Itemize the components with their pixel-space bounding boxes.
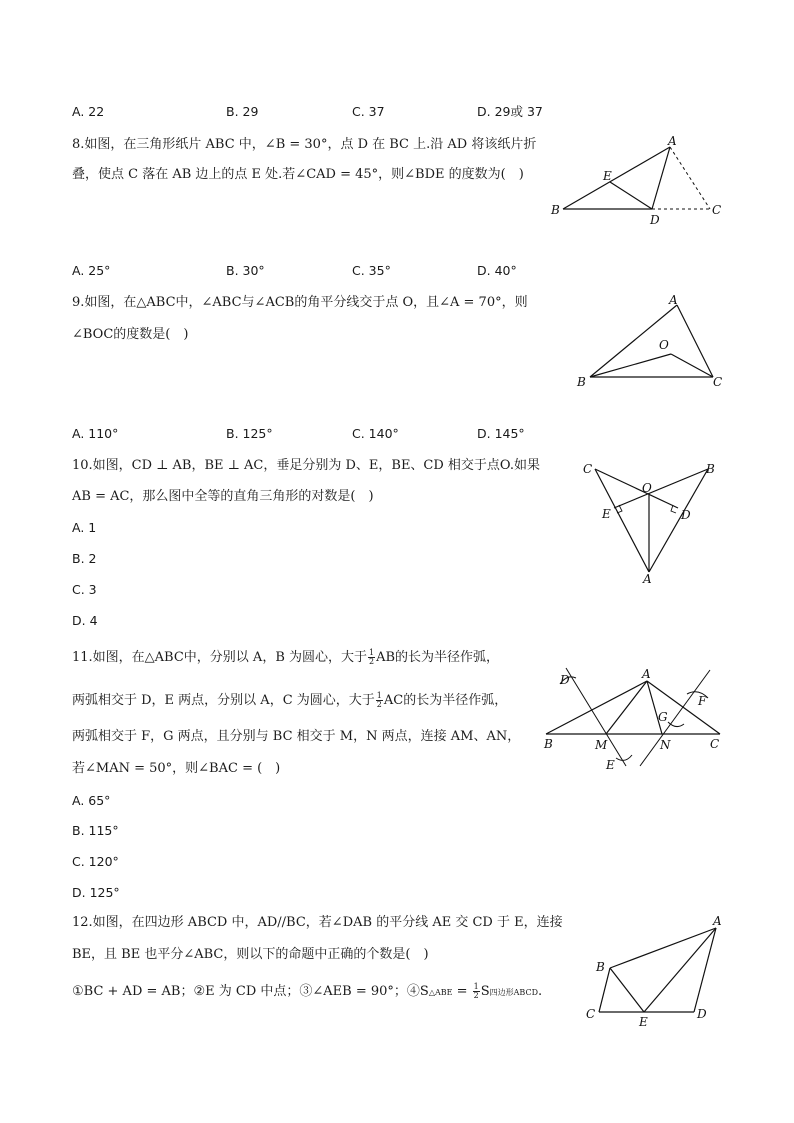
q11-option-c: C. 120° <box>72 854 119 869</box>
q8-stem-line1: 8.如图，在三角形纸片 ABC 中，∠B = 30°，点 D 在 BC 上.沿 AD 将该纸片折 <box>72 137 537 152</box>
q12-label-c: C <box>586 1007 596 1021</box>
q7-option-c: C. 37 <box>352 104 385 119</box>
q9-label-c: C <box>713 375 723 389</box>
q12-stem-line1: 12.如图，在四边形 ABCD 中，AD//BC，若∠DAB 的平分线 AE 交 CD 于 E，连接 <box>72 915 563 930</box>
q12-s: S <box>480 984 490 999</box>
q11-stem-line4: 若∠MAN = 50°，则∠BAC = ( ) <box>72 761 281 776</box>
q9-stem-line1: 9.如图，在△ABC中，∠ABC与∠ACB的角平分线交于点 O，且∠A = 70°，则 <box>72 295 528 310</box>
q11-line1-start: 11.如图，在△ABC中，分别以 A，B 为圆心，大于 <box>72 650 368 665</box>
q10-option-c: C. 3 <box>72 582 97 597</box>
q8-option-d: D. 40° <box>477 263 517 278</box>
q11-label-a: A <box>642 667 651 681</box>
q11-label-f: F <box>698 694 707 708</box>
q10-label-e: E <box>602 507 611 521</box>
q9-label-o: O <box>659 338 669 352</box>
q12-label-a: A <box>713 914 722 928</box>
q9-figure <box>570 292 740 392</box>
q10-label-d: D <box>681 508 691 522</box>
q12-fraction-half: $\frac{1}{2}$ <box>473 982 479 1000</box>
q10-label-a: A <box>643 572 652 586</box>
q8-option-b: B. 30° <box>226 263 265 278</box>
q11-label-c: C <box>710 737 720 751</box>
q11-line2-start: 两弧相交于 D，E 两点，分别以 A，C 为圆心，大于 <box>72 693 375 708</box>
q11-stem-line2 <box>72 692 507 710</box>
q12-sub-quadrilateral: 四边形ABCD <box>489 988 538 997</box>
q8-option-a: A. 25° <box>72 263 111 278</box>
q10-option-b: B. 2 <box>72 551 97 566</box>
q12-stem-line2: BE，且 BE 也平分∠ABC，则以下的命题中正确的个数是( ) <box>72 947 429 962</box>
q10-label-b: B <box>706 462 715 476</box>
q12-line3-end: . <box>537 984 543 999</box>
q9-option-b: B. 125° <box>226 426 273 441</box>
q12-line3-start: ①BC + AD = AB；②E 为 CD 中点；③∠AEB = 90°；④S <box>72 984 429 999</box>
q9-label-b: B <box>577 375 586 389</box>
q10-stem-line1: 10.如图，CD ⊥ AB，BE ⊥ AC，垂足分别为 D、E，BE、CD 相交于点O.如果 <box>72 458 540 473</box>
q11-fraction-half-2: $\frac{1}{2}$ <box>376 691 382 709</box>
q10-label-o: O <box>642 481 652 495</box>
q11-label-d: D <box>560 673 570 687</box>
q11-line2-end: AC的长为半径作弧， <box>383 693 508 708</box>
q11-fraction-half-1: $\frac{1}{2}$ <box>369 648 375 666</box>
q10-option-a: A. 1 <box>72 520 97 535</box>
q8-figure <box>548 130 738 230</box>
q8-label-c: C <box>712 203 722 217</box>
q9-stem-line2: ∠BOC的度数是( ) <box>72 327 189 342</box>
q7-option-a: A. 22 <box>72 104 105 119</box>
q12-label-d: D <box>697 1007 707 1021</box>
q9-option-d: D. 145° <box>477 426 525 441</box>
q11-option-a: A. 65° <box>72 793 111 808</box>
q9-label-a: A <box>669 293 678 307</box>
q11-stem-line3: 两弧相交于 F，G 两点，且分别与 BC 相交于 M，N 两点，连接 AM、AN， <box>72 729 521 744</box>
q10-option-d: D. 4 <box>72 613 98 628</box>
q12-equals: = <box>452 984 472 999</box>
q9-option-a: A. 110° <box>72 426 119 441</box>
q8-label-a: A <box>668 134 677 148</box>
q11-label-n: N <box>660 738 671 752</box>
q11-label-b: B <box>544 737 553 751</box>
q11-figure <box>540 648 730 778</box>
q11-label-e: E <box>606 758 615 772</box>
q10-label-c: C <box>583 462 593 476</box>
q8-option-c: C. 35° <box>352 263 391 278</box>
q8-label-d: D <box>650 213 660 227</box>
q12-label-b: B <box>596 960 605 974</box>
q11-label-g: G <box>658 710 668 724</box>
q10-stem-line2: AB = AC，那么图中全等的直角三角形的对数是( ) <box>72 489 374 504</box>
q12-stem-line3 <box>72 983 542 1002</box>
q9-option-c: C. 140° <box>352 426 399 441</box>
q10-figure <box>578 457 728 587</box>
q11-option-b: B. 115° <box>72 823 119 838</box>
q7-option-b: B. 29 <box>226 104 259 119</box>
q11-option-d: D. 125° <box>72 885 120 900</box>
q8-label-e: E <box>603 169 612 183</box>
q12-sub-abe: △ABE <box>428 988 453 997</box>
q11-label-m: M <box>595 738 608 752</box>
q8-label-b: B <box>551 203 560 217</box>
q12-figure <box>578 910 738 1030</box>
q7-option-d: D. 29或 37 <box>477 104 543 119</box>
q12-label-e: E <box>639 1015 648 1029</box>
q11-line1-end: AB的长为半径作弧， <box>376 650 500 665</box>
q11-stem-line1 <box>72 649 499 667</box>
q8-stem-line2: 叠，使点 C 落在 AB 边上的点 E 处.若∠CAD = 45°，则∠BDE 的度数为( ) <box>72 167 524 182</box>
